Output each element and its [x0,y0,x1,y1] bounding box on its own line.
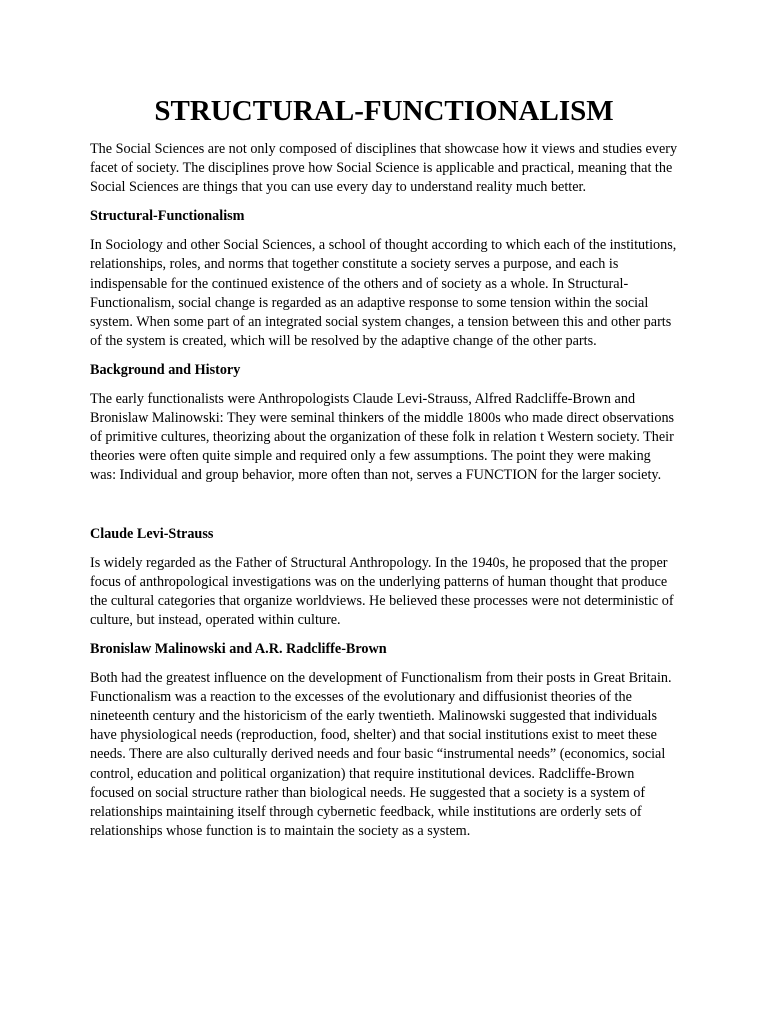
spacer [90,351,678,361]
spacer [90,630,678,640]
document-page [90,92,678,841]
document-title: STRUCTURAL-FUNCTIONALISM [154,95,614,127]
section-body-structural-functionalism: In Sociology and other Social Sciences, a school of thought according to which each of the institutions, relationships, roles, and norms that together constitute a society serves a purpose, and each is indispensable for the continued existence of the others and of society as a whole. In Structural-Functionalism, social change is regarded as an adaptive response to some tension within the social system. When some part of an integrated social system changes, a tension between this and other parts of the system is created, which will be resolved by the adaptive change of the other parts. [90,237,677,349]
spacer [90,380,678,390]
section-heading-malinowski-radcliffe-brown: Bronislaw Malinowski and A.R. Radcliffe-Brown [90,640,387,657]
section-heading-structural-functionalism: Structural-Functionalism [90,208,245,225]
spacer [90,659,678,669]
intro-paragraph: The Social Sciences are not only composed of disciplines that showcase how it views and studies every facet of society. The disciplines prove how Social Science is applicable and practical, meaning that the Social Sciences are things that you can use every day to understand reality much better. [90,141,678,196]
spacer [90,197,678,207]
section-heading-levi-strauss: Claude Levi-Strauss [90,525,214,542]
spacer [90,486,678,525]
section-body-levi-strauss: Is widely regarded as the Father of Structural Anthropology. In the 1940s, he proposed that the proper focus of anthropological investigations was on the underlying patterns of human thought that produce the cultural categories that organize worldviews. He believed these processes were not deterministic of culture, but instead, operated within culture. [90,554,674,628]
section-body-malinowski-radcliffe-brown: Both had the greatest influence on the development of Functionalism from their posts in Great Britain. Functionalism was a reaction to the excesses of the evolutionary and diffusionist theories of the nineteenth century and the historicism of the early twentieth. Malinowski suggested that individuals have physiological needs (reproduction, food, shelter) and that social institutions exist to meet these needs. There are also culturally derived needs and four basic “instrumental needs” (economics, social control, education and political organization) that require institutional devices. Radcliffe-Brown focused on social structure rather than biological needs. He suggested that a society is a system of relationships maintaining itself through cybernetic feedback, while institutions are orderly sets of relationships whose function is to maintain the society as a system. [90,670,672,839]
section-heading-background-history: Background and History [90,361,241,378]
spacer [90,544,678,554]
section-body-background-history: The early functionalists were Anthropologists Claude Levi-Strauss, Alfred Radcliffe-Brown and Bronislaw Malinowski: They were seminal thinkers of the middle 1800s who made direct observations of primitive cultures, theorizing about the organization of these folk in relation t Western society. Their theories were often quite simple and required only a few assumptions. The point they were making was: Individual and group behavior, more often than not, serves a FUNCTION for the larger society. [90,391,675,484]
spacer [90,226,678,236]
